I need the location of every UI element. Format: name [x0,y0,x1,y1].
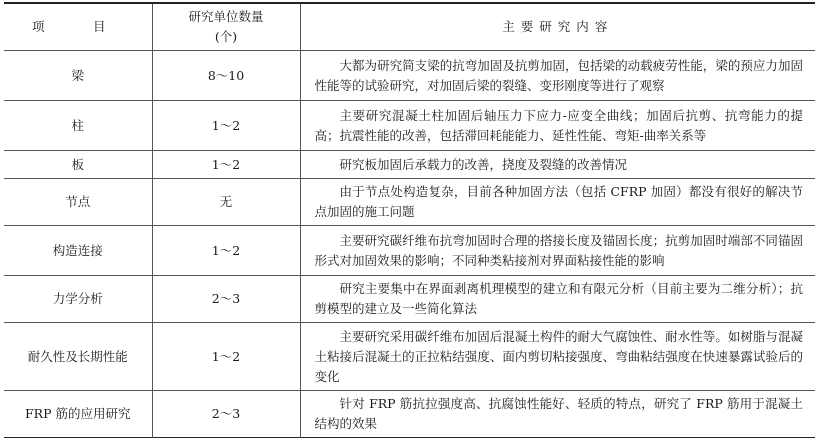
header-count [152,3,300,51]
row-item: FRP 筋的应用研究 [4,391,152,438]
header-item-label: 项 目 [31,19,124,34]
row-count: 无 [152,179,300,226]
table-row [4,179,815,226]
row-content: 主要研究碳纤维布抗弯加固时合理的搭接长度及锚固长度；抗剪加固时端部不同锚固形式对加固效果的影响；不同种类粘接剂对界面粘接性能的影响 [314,232,803,268]
row-count: 1～2 [152,101,300,151]
row-content: 主要研究采用碳纤维布加固后混凝土构件的耐大气腐蚀性、耐水性等。如树脂与混凝土粘接后混凝土的正拉粘结强度、面内剪切粘接强度、弯曲粘结强度在快速暴露试验后的变化 [314,328,803,384]
table-row [4,101,815,151]
header-row [4,3,815,51]
table-header [4,3,815,51]
row-item: 耐久性及长期性能 [4,323,152,391]
header-item [4,3,152,51]
row-item: 构造连接 [4,226,152,276]
row-count: 2～3 [152,276,300,323]
table-row [4,151,815,179]
research-summary-table [4,2,815,438]
row-content: 大都为研究简支梁的抗弯加固及抗剪加固，包括梁的动载疲劳性能，梁的预应力加固性能等的试验研究，对加固后梁的裂缝、变形刚度等进行了观察 [314,57,803,93]
table-row [4,391,815,438]
row-item: 梁 [4,51,152,101]
row-count: 1～2 [152,226,300,276]
table-row [4,51,815,101]
row-item: 板 [4,151,152,179]
document-page [0,2,821,431]
row-content: 针对 FRP 筋抗拉强度高、抗腐蚀性能好、轻质的特点，研究了 FRP 筋用于混凝土结构的效果 [314,396,803,431]
row-count: 8～10 [152,51,300,101]
table-row [4,276,815,323]
table-row [4,226,815,276]
row-item: 力学分析 [4,276,152,323]
row-count: 2～3 [152,391,300,438]
row-content: 研究板加固后承载力的改善，挠度及裂缝的改善情况 [339,156,628,172]
table-body [4,51,815,438]
row-content: 由于节点处构造复杂，目前各种加固方法（包括 CFRP 加固）都没有很好的解决节点加固的施工问题 [314,184,803,219]
row-content: 研究主要集中在界面剥离机理模型的建立和有限元分析（目前主要为二维分析）；抗剪模型的建立及一些简化算法 [314,281,803,316]
row-item: 柱 [4,101,152,151]
header-count-line2: (个) [214,29,238,44]
table-row [4,323,815,391]
row-content: 主要研究混凝土柱加固后轴压力下应力-应变全曲线；加固后抗剪、抗弯能力的提高；抗震性能的改善，包括滞回耗能能力、延性性能、弯矩-曲率关系等 [314,107,803,143]
header-content: 主要研究内容 [502,19,614,34]
header-count-line1: 研究单位数量 [188,9,264,24]
row-count: 1～2 [152,151,300,179]
row-count: 1～2 [152,323,300,391]
row-item: 节点 [4,179,152,226]
